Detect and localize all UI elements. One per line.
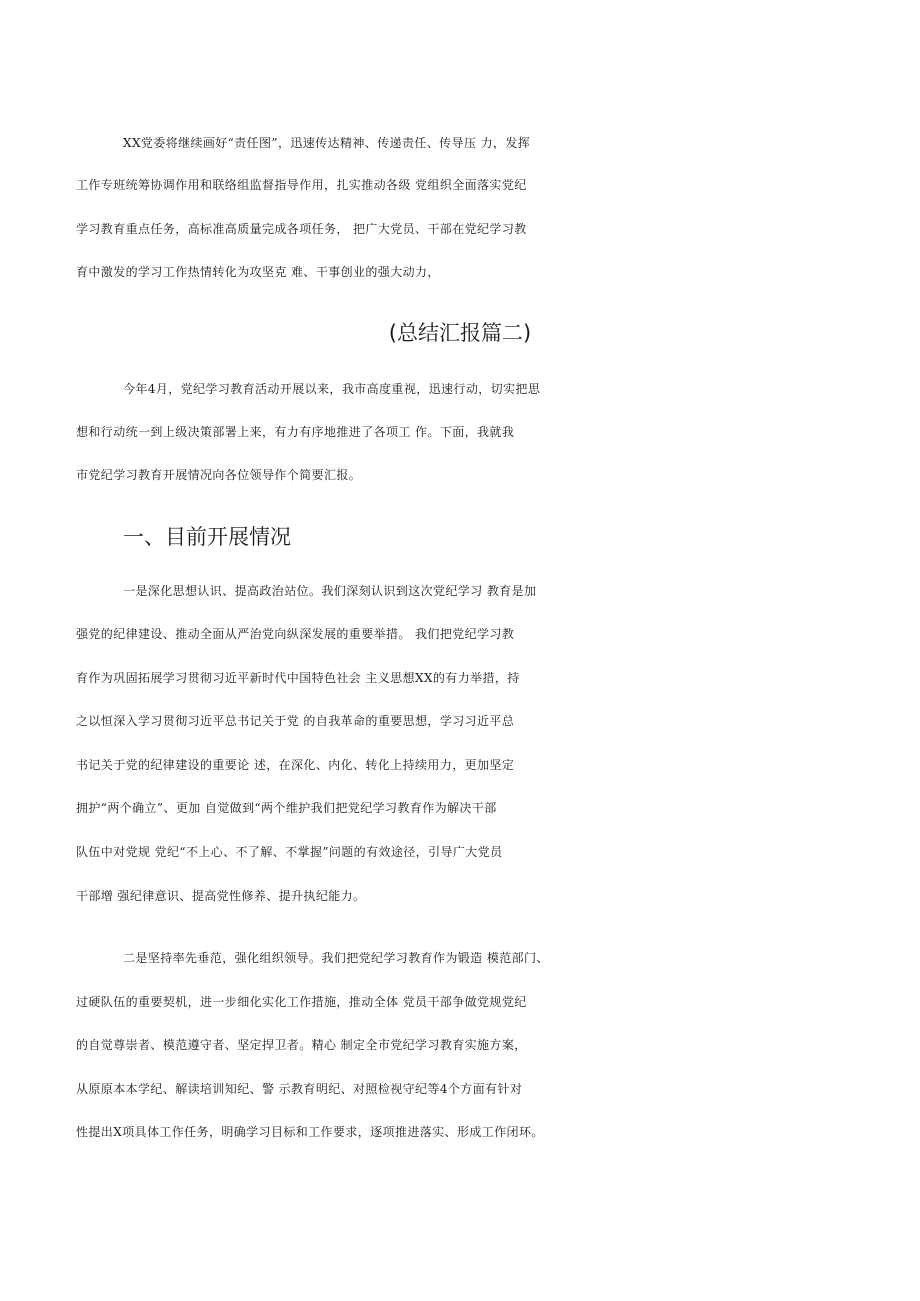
paragraph-2-line-1: 今年4月，党纪学习教育活动开展以来，我市高度重视，迅速行动，切实把思 xyxy=(123,382,541,396)
subheading: 一、目前开展情况 xyxy=(123,525,291,549)
paragraph-2-line-3: 市党纪学习教育开展情况向各位领导作个简要汇报。 xyxy=(76,468,362,482)
paragraph-2-line-2: 想和行动统一到上级决策部署上来，有力有序地推进了各项工 作。下面，我就我 xyxy=(76,425,515,439)
paragraph-4-line-5: 性提出X项具体工作任务，明确学习目标和工作要求，逐项推进落实、形成工作闭环。 xyxy=(76,1125,544,1139)
paragraph-4-line-4: 从原原本本学纪、解读培训知纪、警 示教育明纪、对照检视守纪等4个方面有针对 xyxy=(76,1082,523,1096)
paragraph-4-line-3: 的自觉尊崇者、模范遵守者、坚定捍卫者。精心 制定全市党纪学习教育实施方案， xyxy=(76,1038,527,1052)
paragraph-3-line-7: 队伍中对党规 党纪“不上心、不了解、不掌握”问题的有效途径，引导广大党员 xyxy=(76,845,503,859)
paragraph-3-line-2: 强党的纪律建设、推动全面从严治党向纵深发展的重要举措。 我们把党纪学习教 xyxy=(76,627,515,641)
paragraph-3-line-3: 育作为巩固拓展学习贯彻习近平新时代中国特色社会 主义思想XX的有力举措，持 xyxy=(76,671,520,685)
paragraph-1-line-4: 育中激发的学习工作热情转化为攻坚克 难、干事创业的强大动力， xyxy=(76,265,440,279)
paragraph-1-line-3: 学习教育重点任务，高标准高质量完成各项任务， 把广大党员、干部在党纪学习教 xyxy=(76,222,527,236)
paragraph-1-line-1: XX党委将继续画好“责任图”，迅速传达精神、传递责任、传导压 力，发挥 xyxy=(123,136,531,150)
paragraph-3-line-6: 拥护“两个确立”、更加 自觉做到“两个维护我们把党纪学习教育作为解决干部 xyxy=(76,801,497,815)
paragraph-1-line-2: 工作专班统筹协调作用和联络组监督指导作用，扎实推动各级 党组织全面落实党纪 xyxy=(76,178,527,192)
paragraph-3-line-1: 一是深化思想认识、提高政治站位。我们深刻认识到这次党纪学习 教育是加 xyxy=(123,584,537,598)
paragraph-4-line-1: 二是坚持率先垂范，强化组织领导。我们把党纪学习教育作为锻造 模范部门、 xyxy=(123,951,549,965)
paragraph-3-line-5: 书记关于党的纪律建设的重要论 述，在深化、内化、转化上持续用力，更加坚定 xyxy=(76,758,515,772)
section-title: (总结汇报篇二) xyxy=(388,321,532,345)
paragraph-4-line-2: 过硬队伍的重要契机，进一步细化实化工作措施，推动全体 党员干部争做党规党纪 xyxy=(76,995,527,1009)
paragraph-3-line-8: 干部增 强纪律意识、提高党性修养、提升执纪能力。 xyxy=(76,889,366,903)
paragraph-3-line-4: 之以恒深入学习贯彻习近平总书记关于党 的自我革命的重要思想，学习习近平总 xyxy=(76,714,515,728)
